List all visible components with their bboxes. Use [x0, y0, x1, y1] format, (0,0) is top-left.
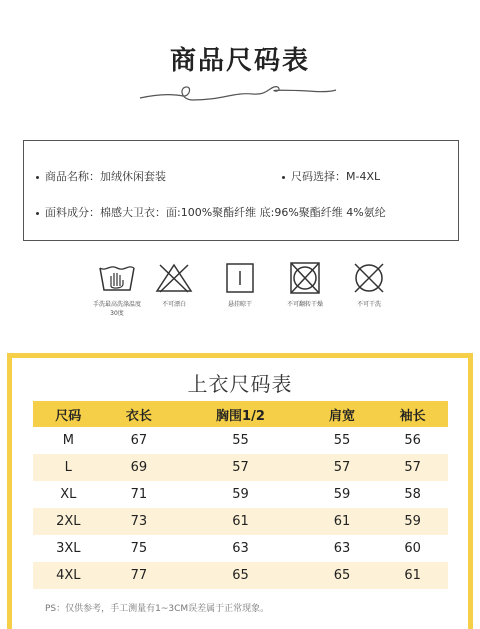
header-size: 尺码 — [33, 401, 104, 427]
table-row — [33, 535, 448, 562]
cell-shoulder: 61 — [307, 508, 378, 535]
header-sleeve: 袖长 — [377, 401, 448, 427]
cell-sleeve: 60 — [404, 541, 421, 556]
cell-chest: 55 — [232, 433, 249, 448]
cell-sleeve: 59 — [377, 508, 448, 535]
care-label-no-bleach: 不可漂白 — [161, 301, 186, 308]
care-item-line-dry — [215, 262, 265, 309]
care-item-no-dry-clean — [344, 262, 394, 309]
material-composition: 面料成分：棉感大卫衣：面:100%聚酯纤维 底:96%聚酯纤维 4%氨纶 — [45, 206, 386, 219]
hand-wash-icon — [98, 262, 136, 294]
cell-length: 77 — [104, 562, 175, 589]
page-title: 商品尺码表 — [169, 46, 310, 76]
cell-size: 3XL — [56, 541, 81, 556]
no-tumble-dry-icon — [286, 262, 324, 294]
size-range-line — [282, 168, 380, 184]
cell-chest: 57 — [174, 454, 307, 481]
cell-chest: 59 — [232, 487, 249, 502]
care-item-hand-wash — [92, 262, 142, 318]
measurement-note: PS：仅供参考，手工测量有1~3CM误差属于正常现象。 — [45, 604, 270, 614]
care-label-line-dry: 悬挂晾干 — [227, 301, 252, 308]
care-label-no-dry-clean: 不可干洗 — [356, 301, 381, 308]
decorative-squiggle — [138, 78, 338, 108]
cell-chest: 65 — [174, 562, 307, 589]
care-item-no-bleach — [149, 262, 199, 309]
care-item-no-tumble-dry — [280, 262, 330, 309]
cell-length: 67 — [130, 433, 148, 448]
cell-sleeve: 57 — [377, 454, 448, 481]
cell-size: 2XL — [33, 508, 104, 535]
line-dry-icon — [221, 262, 259, 294]
care-label-no-tumble-dry: 不可翻转干燥 — [286, 301, 323, 308]
product-name: 商品名称：加绒休闲套装 — [45, 170, 166, 183]
table-row — [33, 508, 448, 535]
material-line — [36, 204, 386, 220]
cell-sleeve: 61 — [377, 562, 448, 589]
care-instructions — [0, 262, 480, 342]
size-chart-title: 上衣尺码表 — [187, 372, 293, 396]
cell-size: L — [33, 454, 104, 481]
cell-length: 71 — [130, 487, 148, 502]
cell-sleeve: 58 — [404, 487, 421, 502]
cell-size: M — [62, 433, 74, 448]
product-info-box — [23, 140, 459, 241]
table-row — [33, 562, 448, 589]
size-range: 尺码选择：M-4XL — [291, 170, 381, 183]
cell-shoulder: 59 — [333, 487, 351, 502]
table-row — [33, 481, 448, 508]
cell-length: 75 — [130, 541, 148, 556]
cell-sleeve: 56 — [404, 433, 421, 448]
cell-shoulder: 55 — [333, 433, 351, 448]
product-name-line — [36, 168, 166, 184]
cell-length: 73 — [104, 508, 175, 535]
care-label-hand-wash: 手洗最高洗涤温度30度 — [92, 301, 141, 317]
cell-size: 4XL — [33, 562, 104, 589]
no-bleach-icon — [155, 262, 193, 294]
size-table — [33, 401, 448, 589]
cell-chest: 63 — [232, 541, 249, 556]
cell-length: 69 — [104, 454, 175, 481]
cell-size: XL — [60, 487, 77, 502]
cell-shoulder: 65 — [307, 562, 378, 589]
header-length: 衣长 — [104, 401, 175, 427]
table-row — [33, 427, 448, 454]
cell-chest: 61 — [174, 508, 307, 535]
header-chest: 胸围1/2 — [174, 401, 307, 427]
cell-shoulder: 57 — [307, 454, 378, 481]
table-row — [33, 454, 448, 481]
table-header-row — [33, 401, 448, 427]
no-dry-clean-icon — [350, 262, 388, 294]
header-shoulder: 肩宽 — [307, 401, 378, 427]
cell-shoulder: 63 — [333, 541, 351, 556]
